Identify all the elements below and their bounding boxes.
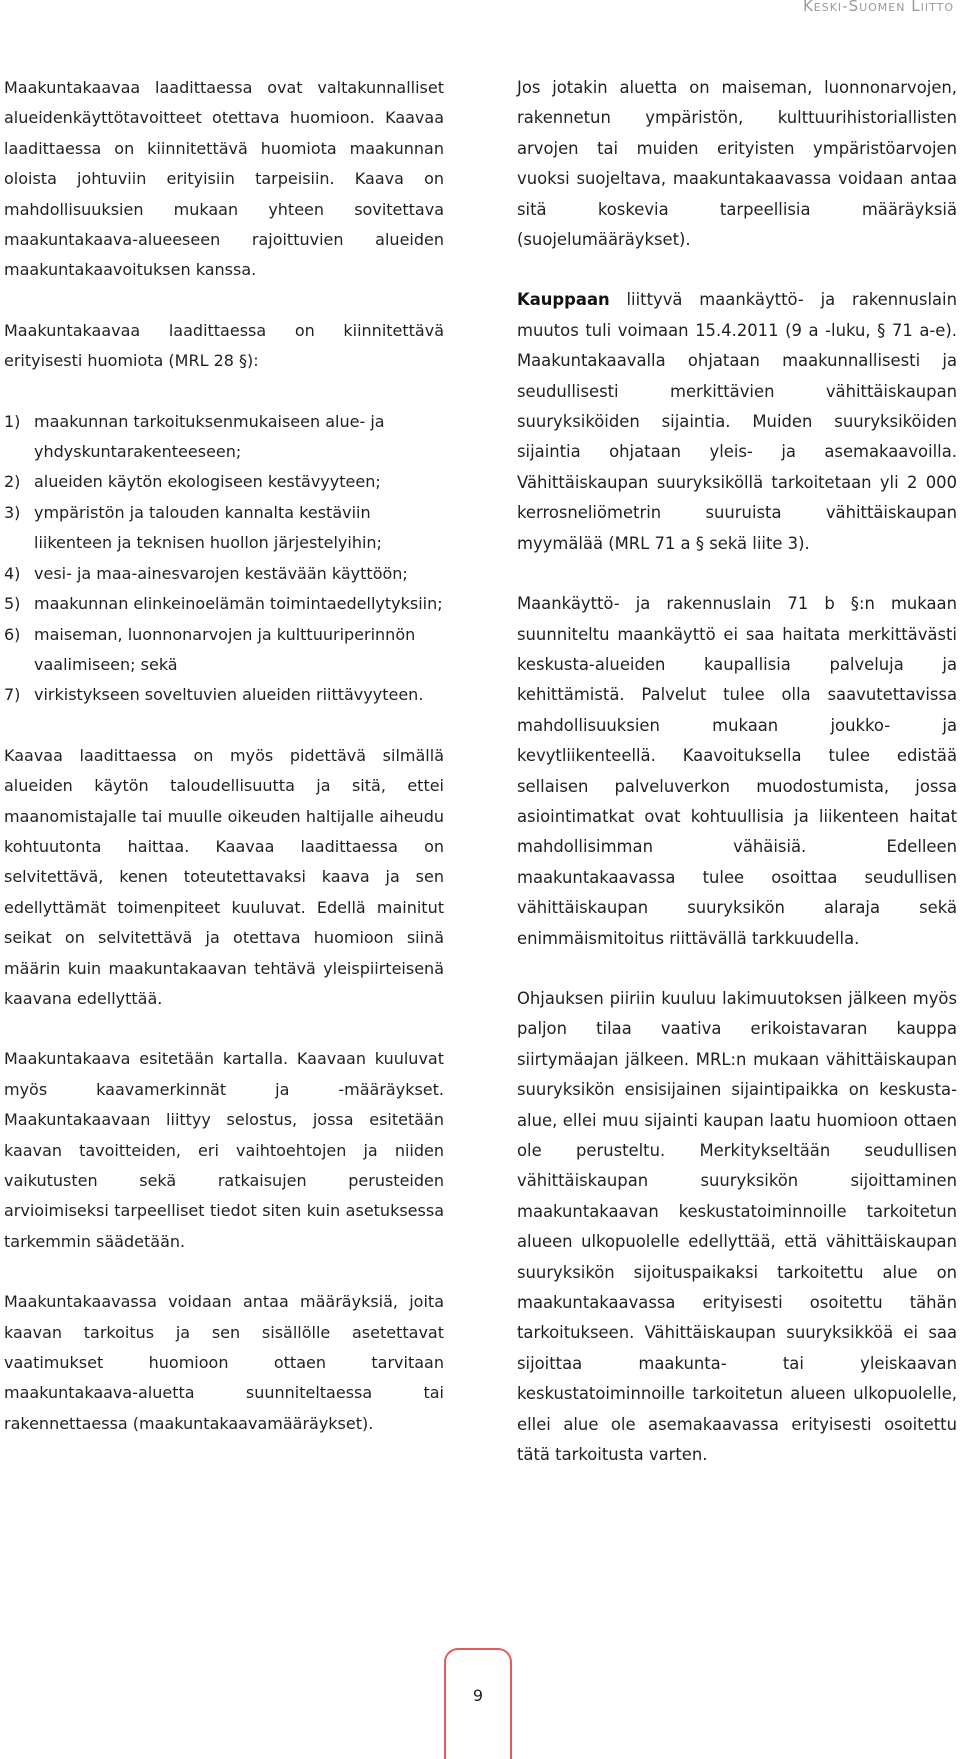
paragraph: Maakuntakaavaa laadittaessa ovat valtakunnalliset alueidenkäyttötavoitteet otettava huomioon. Kaavaa laadittaessa on kiinnitettävä huomiota maakunnan oloista johtuviin erityisiin tarpeisiin. Kaava on mahdollisuuksien mukaan yhteen sovitettava maakuntakaava-alueeseen rajoittuvien alueiden maakuntakaavoituksen kanssa. (4, 78, 444, 280)
list-number: 6) (4, 624, 21, 644)
list-item-text: maakunnan elinkeinoelämän toimintaedellytyksiin; (34, 594, 443, 614)
list-number: 2) (4, 472, 21, 492)
list-item (4, 559, 444, 589)
list-item-text: alueiden käytön ekologiseen kestävyyteen; (34, 472, 381, 492)
paragraph: Maakuntakaava esitetään kartalla. Kaavaan kuuluvat myös kaavamerkinnät ja -määräykset. Maakuntakaavaan liittyy selostus, jossa esitetään kaavan tavoitteiden, eri vaihtoehtojen ja niiden vaikutusten sekä ratkaisujen perusteiden arvioimiseksi tarpeelliset tiedot siten kuin asetuksessa tarkemmin säädetään. (4, 1049, 444, 1251)
right-column (517, 73, 957, 1470)
list-item (4, 620, 444, 681)
paragraph: Jos jotakin aluetta on maiseman, luonnonarvojen, rakennetun ympäristön, kulttuurihistoriallisten arvojen tai muiden erityisten ympäristöarvojen vuoksi suojeltava, maakuntakaavassa voidaan antaa sitä koskevia tarpeellisia määräyksiä (suojelumääräykset). (517, 78, 957, 250)
paragraph: Maakuntakaavassa voidaan antaa määräyksiä, joita kaavan tarkoitus ja sen sisällölle asetettavat vaatimukset huomioon ottaen tarvitaan maakuntakaava-aluetta suunniteltaessa tai rakennettaessa (maakuntakaavamääräykset). (4, 1292, 444, 1433)
list-item (4, 498, 444, 559)
paragraph: Maankäyttö- ja rakennuslain 71 b §:n mukaan suunniteltu maankäyttö ei saa haitata merkittävästi keskusta-alueiden kaupallisia palveluja ja kehittämistä. Palvelut tulee olla saavutettavissa mahdollisuuksien mukaan joukko- ja kevytliikenteellä. Kaavoituksella tulee edistää sellaisen palveluverkon muodostumista, jossa asiointimatkat ovat kohtuullisia ja liikenteen haitat mahdollisimman vähäisiä. Edelleen maakuntakaavassa tulee osoittaa seudullisen vähittäiskaupan suuryksikön alaraja sekä enimmäismitoitus riittävällä tarkkuudella. (517, 594, 957, 948)
list-number: 4) (4, 563, 21, 583)
page-number-tab (444, 1648, 512, 1759)
list-number: 3) (4, 502, 21, 522)
left-column (4, 73, 444, 1439)
list-item-text: virkistykseen soveltuvien alueiden riittävyyteen. (34, 685, 424, 705)
lead-word: Kauppaan (517, 290, 610, 310)
list-item (4, 680, 444, 710)
page-number: 9 (472, 1686, 484, 1705)
list-item (4, 407, 444, 468)
list-item (4, 467, 444, 497)
paragraph (517, 285, 957, 559)
list-item-text: maiseman, luonnonarvojen ja kulttuuriperinnön vaalimiseen; sekä (34, 624, 416, 674)
paragraph: Ohjauksen piiriin kuuluu lakimuutoksen jälkeen myös paljon tilaa vaativa erikoistavaran kauppa siirtymäajan jälkeen. MRL:n mukaan vähittäiskaupan suuryksikön ensisijainen sijaintipaikka on keskusta-alue, ellei muu sijainti kaupan laatu huomioon ottaen ole perusteltu. Merkitykseltään seudullisen vähittäiskaupan suuryksikön sijoittaminen maakuntakaavan keskustatoiminnoille tarkoitetun alueen ulkopuolelle edellyttää, että vähittäiskaupan suuryksikön sijoituspaikaksi tarkoitettu alue on maakuntakaavassa erityisesti osoitettu tähän tarkoitukseen. Vähittäiskaupan suuryksikköä ei saa sijoittaa maakunta- tai yleiskaavan keskustatoiminnoille tarkoitetun alueen ulkopuolelle, ellei alue ole asemakaavassa erityisesti osoitettu tätä tarkoitusta varten. (517, 988, 957, 1465)
list-item-text: ympäristön ja talouden kannalta kestäviin liikenteen ja teknisen huollon järjestelyihin; (34, 502, 382, 553)
list-number: 5) (4, 594, 21, 614)
list-number: 1) (4, 411, 21, 431)
running-head: Keski-Suomen Liitto (802, 0, 954, 15)
paragraph-body: liittyvä maankäyttö- ja rakennuslain muutos tuli voimaan 15.4.2011 (9 a -luku, § 71 a-e). Maakuntakaavalla ohjataan maakunnallisesti ja seudullisesti merkittävien vähittäiskaupan suuryksiköiden sijaintia. Muiden suuryksiköiden sijaintia ohjataan yleis- ja asemakaavoilla. Vähittäiskaupan suuryksiköllä tarkoitetaan yli 2 000 kerrosneliömetrin suuruista vähittäiskaupan myymälää (MRL 71 a § sekä liite 3). (517, 290, 957, 553)
list-item (4, 589, 444, 619)
paragraph: Kaavaa laadittaessa on myös pidettävä silmällä alueiden käytön taloudellisuutta ja sitä, ettei maanomistajalle tai muulle oikeuden haltijalle aiheudu kohtuutonta haittaa. Kaavaa laadittaessa on selvitettävä, kenen toteutettavaksi kaava ja sen edellyttämät toimenpiteet kuuluvat. Edellä mainitut seikat on selvitettävä ja otettava huomioon siinä määrin kuin maakuntakaavan tehtävä yleispiirteisenä kaavana edellyttää. (4, 745, 444, 1008)
list-item-text: maakunnan tarkoituksenmukaiseen alue- ja yhdyskuntarakenteeseen; (34, 411, 385, 462)
numbered-list (4, 407, 444, 711)
paragraph: Maakuntakaavaa laadittaessa on kiinnitettävä erityisesti huomiota (MRL 28 §): (4, 320, 444, 371)
list-number: 7) (4, 685, 21, 705)
list-item-text: vesi- ja maa-ainesvarojen kestävään käyttöön; (34, 563, 408, 583)
